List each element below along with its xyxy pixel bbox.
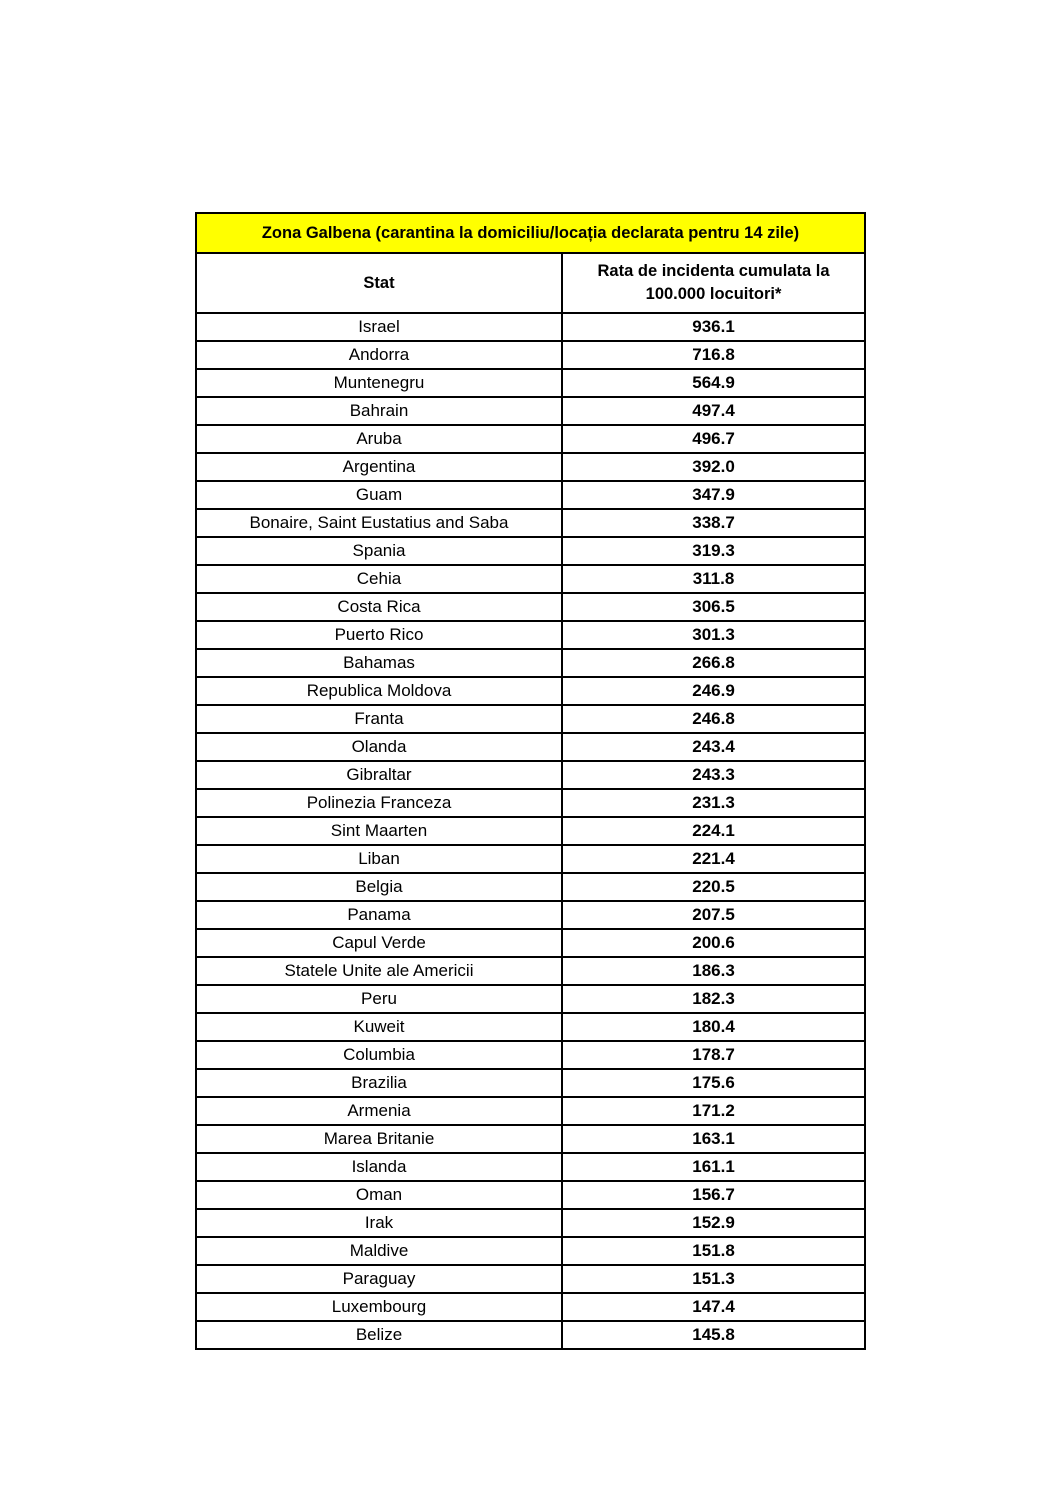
rate-cell: 266.8 xyxy=(562,649,865,677)
state-cell: Guam xyxy=(196,481,562,509)
rate-cell: 936.1 xyxy=(562,313,865,341)
table-title: Zona Galbena (carantina la domiciliu/locația declarata pentru 14 zile) xyxy=(196,213,865,253)
rate-cell: 175.6 xyxy=(562,1069,865,1097)
table-row xyxy=(196,593,865,621)
table-row xyxy=(196,1321,865,1349)
table-row xyxy=(196,649,865,677)
state-cell: Paraguay xyxy=(196,1265,562,1293)
state-cell: Maldive xyxy=(196,1237,562,1265)
state-cell: Marea Britanie xyxy=(196,1125,562,1153)
table-body xyxy=(196,313,865,1349)
column-header-rate-line1: Rata de incidenta cumulata la xyxy=(597,262,830,280)
table-row xyxy=(196,985,865,1013)
state-cell: Capul Verde xyxy=(196,929,562,957)
rate-cell: 497.4 xyxy=(562,397,865,425)
state-cell: Islanda xyxy=(196,1153,562,1181)
table-row xyxy=(196,1125,865,1153)
state-cell: Israel xyxy=(196,313,562,341)
state-cell: Oman xyxy=(196,1181,562,1209)
rate-cell: 246.9 xyxy=(562,677,865,705)
state-cell: Bahamas xyxy=(196,649,562,677)
table-row xyxy=(196,845,865,873)
rate-cell: 147.4 xyxy=(562,1293,865,1321)
rate-cell: 178.7 xyxy=(562,1041,865,1069)
table-row xyxy=(196,1097,865,1125)
table-row xyxy=(196,873,865,901)
rate-cell: 156.7 xyxy=(562,1181,865,1209)
rate-cell: 145.8 xyxy=(562,1321,865,1349)
table-row xyxy=(196,313,865,341)
table-row xyxy=(196,929,865,957)
state-cell: Bahrain xyxy=(196,397,562,425)
table-row xyxy=(196,1237,865,1265)
rate-cell: 347.9 xyxy=(562,481,865,509)
state-cell: Kuweit xyxy=(196,1013,562,1041)
rate-cell: 182.3 xyxy=(562,985,865,1013)
table-row xyxy=(196,1209,865,1237)
rate-cell: 200.6 xyxy=(562,929,865,957)
state-cell: Cehia xyxy=(196,565,562,593)
rate-cell: 220.5 xyxy=(562,873,865,901)
state-cell: Columbia xyxy=(196,1041,562,1069)
state-cell: Irak xyxy=(196,1209,562,1237)
state-cell: Andorra xyxy=(196,341,562,369)
state-cell: Olanda xyxy=(196,733,562,761)
table-row xyxy=(196,901,865,929)
table-row xyxy=(196,677,865,705)
table-row xyxy=(196,817,865,845)
column-header-rate xyxy=(562,253,865,313)
table-row xyxy=(196,705,865,733)
table-row xyxy=(196,1265,865,1293)
rate-cell: 716.8 xyxy=(562,341,865,369)
rate-cell: 207.5 xyxy=(562,901,865,929)
rate-cell: 246.8 xyxy=(562,705,865,733)
table-row xyxy=(196,789,865,817)
rate-cell: 151.8 xyxy=(562,1237,865,1265)
table-row xyxy=(196,1041,865,1069)
rate-cell: 301.3 xyxy=(562,621,865,649)
state-cell: Brazilia xyxy=(196,1069,562,1097)
state-cell: Armenia xyxy=(196,1097,562,1125)
table-row xyxy=(196,1293,865,1321)
table-row xyxy=(196,453,865,481)
state-cell: Belize xyxy=(196,1321,562,1349)
state-cell: Bonaire, Saint Eustatius and Saba xyxy=(196,509,562,537)
rate-cell: 180.4 xyxy=(562,1013,865,1041)
state-cell: Luxembourg xyxy=(196,1293,562,1321)
state-cell: Statele Unite ale Americii xyxy=(196,957,562,985)
rate-cell: 161.1 xyxy=(562,1153,865,1181)
rate-cell: 243.3 xyxy=(562,761,865,789)
table-row xyxy=(196,1153,865,1181)
rate-cell: 221.4 xyxy=(562,845,865,873)
state-cell: Aruba xyxy=(196,425,562,453)
table-row xyxy=(196,369,865,397)
table-row xyxy=(196,957,865,985)
rate-cell: 338.7 xyxy=(562,509,865,537)
table-row xyxy=(196,761,865,789)
table-row xyxy=(196,565,865,593)
rate-cell: 496.7 xyxy=(562,425,865,453)
column-header-state: Stat xyxy=(196,253,562,313)
rate-cell: 564.9 xyxy=(562,369,865,397)
table-row xyxy=(196,1181,865,1209)
rate-cell: 243.4 xyxy=(562,733,865,761)
rate-cell: 171.2 xyxy=(562,1097,865,1125)
state-cell: Peru xyxy=(196,985,562,1013)
rate-cell: 231.3 xyxy=(562,789,865,817)
state-cell: Belgia xyxy=(196,873,562,901)
table-row xyxy=(196,425,865,453)
state-cell: Republica Moldova xyxy=(196,677,562,705)
rate-cell: 152.9 xyxy=(562,1209,865,1237)
table-header-row xyxy=(196,253,865,313)
state-cell: Gibraltar xyxy=(196,761,562,789)
rate-cell: 163.1 xyxy=(562,1125,865,1153)
rate-cell: 306.5 xyxy=(562,593,865,621)
table-row xyxy=(196,397,865,425)
state-cell: Costa Rica xyxy=(196,593,562,621)
rate-cell: 151.3 xyxy=(562,1265,865,1293)
state-cell: Franta xyxy=(196,705,562,733)
yellow-zone-table xyxy=(195,212,866,1350)
column-header-rate-line2: 100.000 locuitori* xyxy=(645,285,782,303)
table-row xyxy=(196,481,865,509)
rate-cell: 319.3 xyxy=(562,537,865,565)
state-cell: Argentina xyxy=(196,453,562,481)
table-row xyxy=(196,1013,865,1041)
table-row xyxy=(196,509,865,537)
table-title-row xyxy=(196,213,865,253)
state-cell: Polinezia Franceza xyxy=(196,789,562,817)
state-cell: Panama xyxy=(196,901,562,929)
rate-cell: 186.3 xyxy=(562,957,865,985)
state-cell: Muntenegru xyxy=(196,369,562,397)
rate-cell: 224.1 xyxy=(562,817,865,845)
table-row xyxy=(196,621,865,649)
table-row xyxy=(196,537,865,565)
state-cell: Sint Maarten xyxy=(196,817,562,845)
table-row xyxy=(196,341,865,369)
table-row xyxy=(196,733,865,761)
state-cell: Puerto Rico xyxy=(196,621,562,649)
state-cell: Spania xyxy=(196,537,562,565)
state-cell: Liban xyxy=(196,845,562,873)
table-row xyxy=(196,1069,865,1097)
rate-cell: 311.8 xyxy=(562,565,865,593)
rate-cell: 392.0 xyxy=(562,453,865,481)
